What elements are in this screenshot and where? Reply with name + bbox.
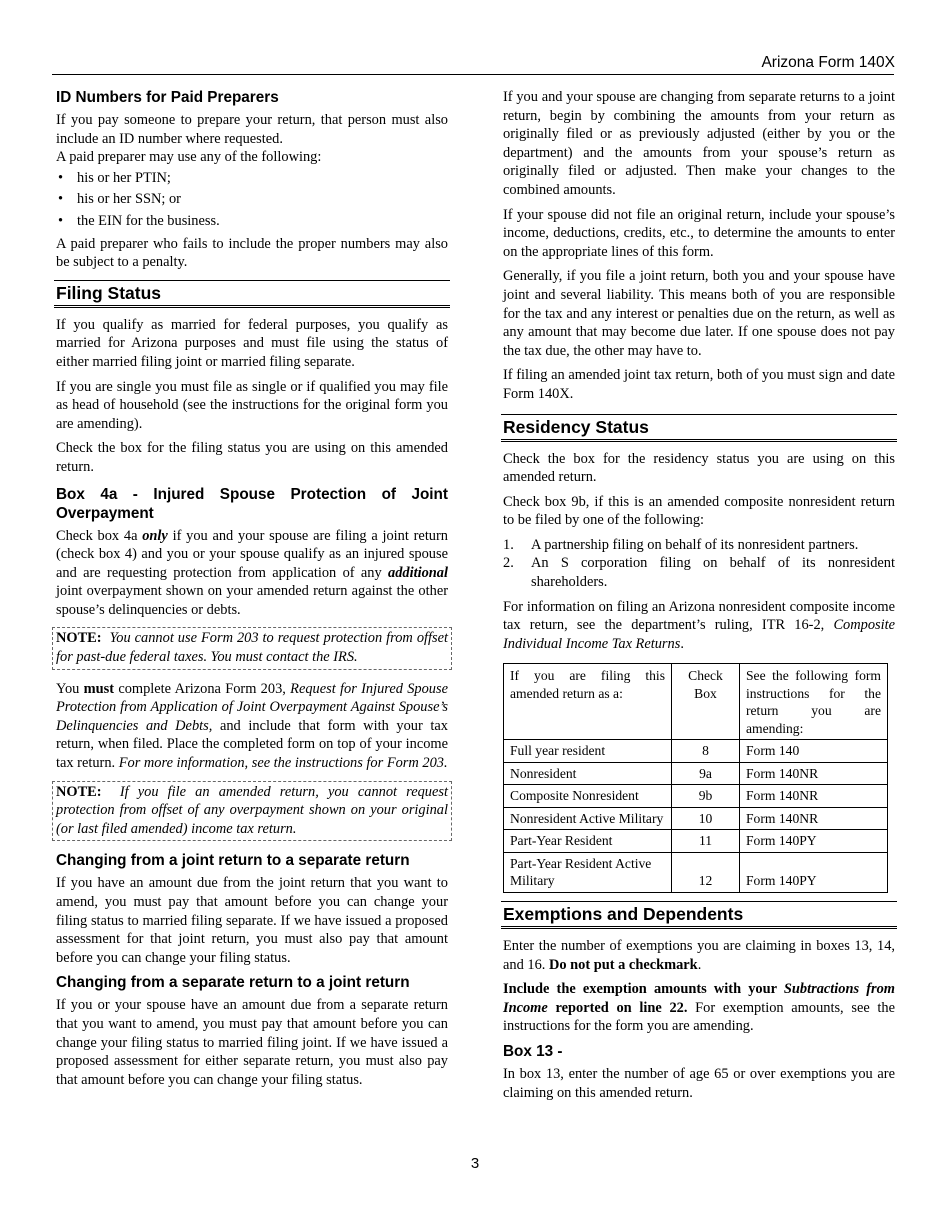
table-cell: 11 bbox=[672, 830, 740, 853]
filing-status-paragraph-2: If you are single you must file as single or if qualified you may file as head of household (see the instructions for the original form you are amending). bbox=[56, 378, 448, 432]
table-cell: Form 140 bbox=[740, 740, 888, 763]
table-cell: Nonresident Active Military bbox=[504, 807, 672, 830]
joint-to-separate-paragraph: If you have an amount due from the joint return that you want to amend, you must pay that amount before you can change your filing status to married filing separate. If we have issued a proposed assessment for that joint return, you must also pay that amount before you can change your filing status. bbox=[56, 875, 448, 966]
table-cell: 9a bbox=[672, 762, 740, 785]
list-item: • his or her PTIN; bbox=[56, 169, 448, 188]
exemptions-heading: Exemptions and Dependents bbox=[501, 901, 897, 929]
table-header-cell: Check Box bbox=[672, 664, 740, 740]
table-row bbox=[504, 830, 888, 853]
table-cell: 8 bbox=[672, 740, 740, 763]
exemptions-paragraph-1: Enter the number of exemptions you are claiming in boxes 13, 14, and 16. Do not put a checkmark. bbox=[503, 937, 895, 973]
table-row bbox=[504, 807, 888, 830]
box4a-paragraph-1: Check box 4a only if you and your spouse are filing a joint return (check box 4) and you or your spouse qualify as an injured spouse and are requesting protection from application of any additional joint overpayment shown on your amended return against the other spouse’s delinquencies or debts. bbox=[56, 527, 448, 618]
table-cell: Form 140NR bbox=[740, 762, 888, 785]
id-numbers-heading: ID Numbers for Paid Preparers bbox=[56, 89, 279, 106]
list-item: 2. An S corporation filing on behalf of its nonresident shareholders. bbox=[503, 555, 895, 591]
residency-table bbox=[503, 663, 888, 893]
table-cell: Full year resident bbox=[504, 740, 672, 763]
residency-paragraph-3: For information on filing an Arizona nonresident composite income tax return, see the department’s ruling, ITR 16-2, Composite Individual Income Tax Returns. bbox=[503, 598, 895, 652]
filing-status-heading: Filing Status bbox=[54, 280, 450, 308]
table-row bbox=[504, 762, 888, 785]
list-item: • the EIN for the business. bbox=[56, 212, 448, 231]
note-box-form-203: NOTE: You cannot use Form 203 to request protection from offset for past-due federal taxes. You must contact the IRS. bbox=[52, 627, 452, 669]
table-cell: Part-Year Resident bbox=[504, 830, 672, 853]
joint-liability-paragraph: Generally, if you file a joint return, both you and your spouse have joint and several liability. This means both of you are responsible for the tax and any interest or penalties due on the return, as well as any amount that may become due later. If one spouse does not pay the tax due, the other may have to. bbox=[503, 268, 895, 359]
box4a-heading: Box 4a - Injured Spouse Protection of Joint Overpayment bbox=[56, 485, 448, 522]
box13-heading: Box 13 - bbox=[503, 1042, 563, 1060]
composite-list bbox=[503, 536, 895, 592]
residency-paragraph-1: Check the box for the residency status you are using on this amended return. bbox=[503, 450, 895, 486]
right-column bbox=[503, 88, 895, 1108]
table-header-cell: See the following form instructions for the return you are amending: bbox=[740, 664, 888, 740]
left-column bbox=[56, 88, 448, 1095]
spouse-no-original-paragraph: If your spouse did not file an original return, include your spouse’s income, deductions, credits, etc., to determine the amounts to enter on the appropriate lines of this form. bbox=[503, 206, 895, 260]
joint-to-separate-heading: Changing from a joint return to a separate return bbox=[56, 852, 410, 870]
table-cell: Part-Year Resident Active Military bbox=[504, 852, 672, 892]
id-numbers-paragraph-2: A paid preparer may use any of the following: bbox=[56, 149, 322, 166]
table-cell: Form 140NR bbox=[740, 807, 888, 830]
table-header-cell: If you are filing this amended return as a: bbox=[504, 664, 672, 740]
page-number: 3 bbox=[470, 1155, 480, 1172]
separate-to-joint-paragraph: If you or your spouse have an amount due from a separate return that you want to amend, you must pay that amount before you can change your filing status to married filing joint. If we have issued a proposed assessment for either separate return, you must also pay that amount before you can change your filing status. bbox=[56, 997, 448, 1088]
exemptions-paragraph-2: Include the exemption amounts with your Subtractions from Income reported on line 22. For exemption amounts, see the instructions for the form you are amending. bbox=[503, 981, 896, 1035]
table-cell: Composite Nonresident bbox=[504, 785, 672, 808]
table-row bbox=[504, 785, 888, 808]
residency-status-heading: Residency Status bbox=[501, 414, 897, 442]
residency-paragraph-2: Check box 9b, if this is an amended composite nonresident return to be filed by one of the following: bbox=[503, 493, 895, 529]
filing-status-paragraph-3: Check the box for the filing status you are using on this amended return. bbox=[56, 440, 448, 475]
form-title: Arizona Form 140X bbox=[761, 54, 895, 71]
id-numbers-paragraph-1: If you pay someone to prepare your return, that person must also include an ID number where requested. bbox=[56, 112, 448, 147]
filing-status-paragraph-1: If you qualify as married for federal purposes, you qualify as married for Arizona purposes and must file using the status of either married filing joint or married filing separate. bbox=[56, 316, 448, 370]
table-cell: Form 140NR bbox=[740, 785, 888, 808]
note-box-amended-return: NOTE: If you file an amended return, you cannot request protection from offset of any overpayment shown on your original (or last filed amended) income tax return. bbox=[52, 781, 452, 842]
list-item: 1. A partnership filing on behalf of its nonresident partners. bbox=[503, 536, 859, 553]
header-rule bbox=[52, 74, 894, 75]
table-cell: Form 140PY bbox=[740, 852, 888, 892]
table-cell: Form 140PY bbox=[740, 830, 888, 853]
table-row bbox=[504, 852, 888, 892]
table-cell: 9b bbox=[672, 785, 740, 808]
box13-paragraph: In box 13, enter the number of age 65 or over exemptions you are claiming on this amended return. bbox=[503, 1065, 895, 1101]
joint-combine-paragraph: If you and your spouse are changing from separate returns to a joint return, begin by combining the amounts from your return as originally filed or as previously adjusted (either by you or the department) and the amounts from your spouse’s return as originally filed or adjusted. Then make your changes to the combined amounts. bbox=[503, 89, 895, 198]
id-numbers-paragraph-3: A paid preparer who fails to include the proper numbers may also be subject to a penalty. bbox=[56, 235, 448, 271]
sign-and-date-paragraph: If filing an amended joint tax return, both of you must sign and date Form 140X. bbox=[503, 367, 895, 402]
table-cell: 10 bbox=[672, 807, 740, 830]
separate-to-joint-heading: Changing from a separate return to a joint return bbox=[56, 974, 410, 992]
box4a-paragraph-2: You must complete Arizona Form 203, Request for Injured Spouse Protection from Application of Joint Overpayment Against Spouse’s Delinquencies and Debts, and include that form with your tax return, when filed. Place the completed form on top of your income tax return. For more information, see the instructions for Form 203. bbox=[56, 680, 448, 772]
table-cell: Nonresident bbox=[504, 762, 672, 785]
id-numbers-list bbox=[56, 169, 448, 231]
list-item: • his or her SSN; or bbox=[56, 190, 448, 209]
table-cell: 12 bbox=[672, 852, 740, 892]
table-row bbox=[504, 740, 888, 763]
table-header-row bbox=[504, 664, 888, 740]
